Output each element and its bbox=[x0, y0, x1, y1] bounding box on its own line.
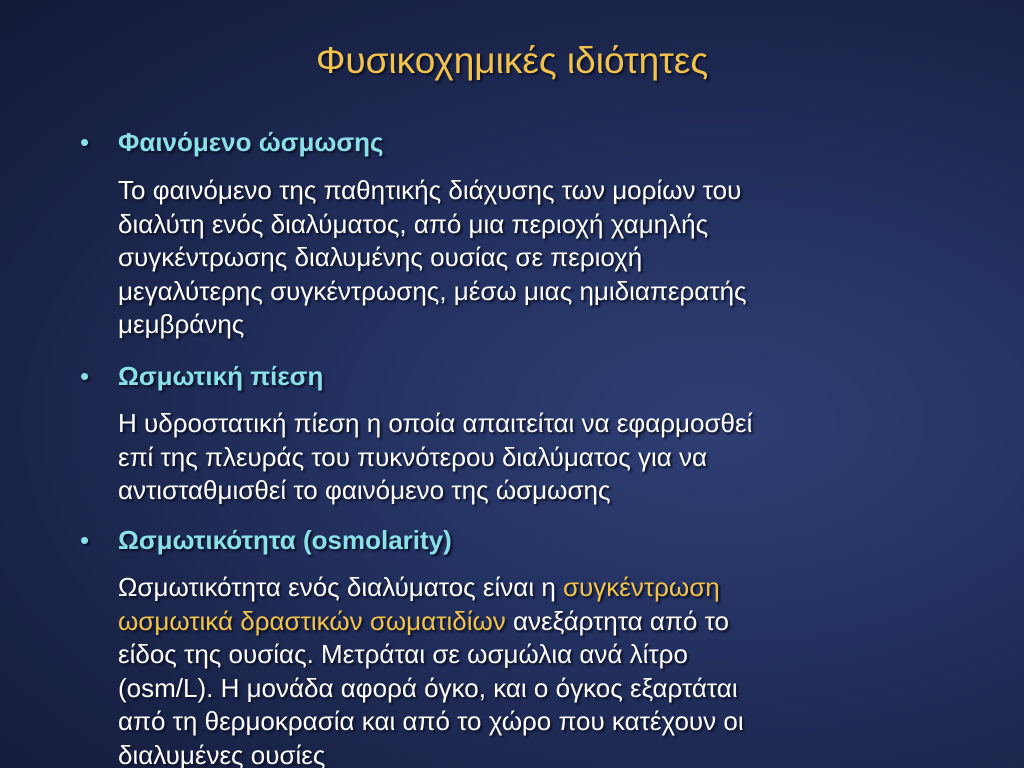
osmolarity-definition bbox=[118, 571, 918, 768]
text-plain: Ωσμωτικότητα ενός διαλύματος είναι η bbox=[118, 572, 563, 602]
text-line: από τη θερμοκρασία και από το χώρο που κατέχουν οι bbox=[118, 706, 744, 736]
highlighted-term: ωσμωτικά δραστικών σωματιδίων bbox=[118, 605, 506, 636]
text-line: διαλυμένες ουσίες bbox=[118, 739, 326, 768]
heading-osmolarity: Ωσμωτικότητα (osmolarity) bbox=[118, 525, 452, 555]
text-line: αντισταθμισθεί το φαινόμενο της ώσμωσης bbox=[118, 475, 611, 505]
text-line bbox=[118, 605, 918, 639]
text-line: διαλύτη ενός διαλύματος, από μια περιοχή χαμηλής bbox=[118, 208, 709, 239]
bullet-heading-osmolarity bbox=[80, 523, 452, 557]
heading-osmotic-pressure: Ωσμωτική πίεση bbox=[118, 361, 324, 391]
text-plain: ανεξάρτητα από το bbox=[505, 605, 729, 636]
text-line bbox=[118, 571, 918, 605]
bullet-icon: • bbox=[80, 525, 90, 555]
text-line: συγκέντρωσης διαλυμένης ουσίας σε περιοχή bbox=[118, 242, 643, 272]
text-line: Η υδροστατική πίεση η οποία απαιτείται να εφαρμοσθεί bbox=[118, 408, 753, 438]
bullet-heading-osmotic-pressure bbox=[80, 359, 323, 393]
osmotic-pressure-definition bbox=[118, 407, 918, 508]
bullet-icon: • bbox=[80, 127, 90, 157]
text-line: Το φαινόμενο της παθητικής διάχυσης των μορίων του bbox=[118, 175, 742, 205]
bullet-heading-osmosis bbox=[80, 125, 384, 159]
text-line: επί της πλευράς του πυκνότερου διαλύματος για να bbox=[118, 441, 708, 472]
slide-title: Φυσικοχημικές ιδιότητες bbox=[315, 40, 709, 81]
osmosis-definition bbox=[118, 174, 918, 342]
text-line: (osm/L). Η μονάδα αφορά όγκο, και ο όγκος εξαρτάται bbox=[118, 672, 738, 703]
text-line: μεμβράνης bbox=[118, 309, 245, 339]
heading-osmosis: Φαινόμενο ώσμωσης bbox=[118, 127, 384, 157]
text-line: μεγαλύτερης συγκέντρωσης, μέσω μιας ημιδιαπερατής bbox=[118, 275, 747, 306]
bullet-icon: • bbox=[80, 361, 90, 391]
text-line: είδος της ουσίας. Μετράται σε ωσμώλια ανά λίτρο bbox=[118, 639, 688, 669]
highlighted-term: συγκέντρωση bbox=[563, 572, 720, 602]
